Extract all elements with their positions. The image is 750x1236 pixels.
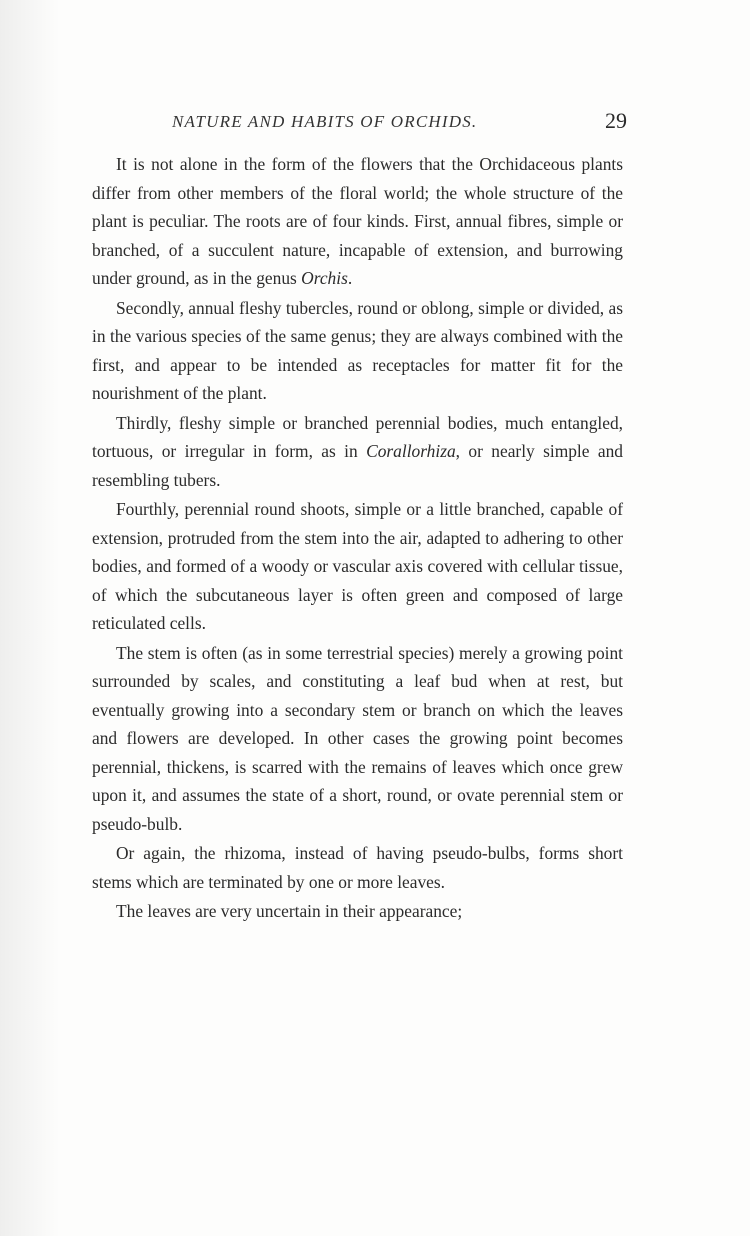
text-run: It is not alone in the form of the flowers that the Orchidaceous plants differ from other members of the floral world; the whole structure of the plant is peculiar. The roots are of four kinds. First, annual fibres, simple or branched, of a succulent nature, incapable of extension, and burrowing under ground, as in the genus [92, 154, 623, 288]
page-header [172, 108, 627, 138]
page-number: 29 [605, 108, 627, 133]
paragraph-secondly [92, 294, 623, 408]
paragraph-thirdly [92, 409, 623, 495]
paragraph-roots [92, 150, 623, 293]
italic-genus-orchis: Orchis [301, 268, 348, 288]
text-run: Thirdly, fleshy simple or branched perennial bodies, much entangled, tortuous, or irregular in form, as in [92, 412, 623, 461]
text-run: . [347, 268, 353, 288]
running-title: NATURE AND HABITS OF ORCHIDS. [172, 112, 478, 131]
text-run: The stem is often (as in some terrestrial species) merely a growing point surrounded by scales, and constituting a leaf bud when at rest, but eventually growing into a secondary stem or branch on which the leaves and flowers are developed. In other cases the growing point becomes perennial, thickens, is scarred with the remains of leaves which once grew upon it, and assumes the state of a short, round, or ovate perennial stem or pseudo-bulb. [92, 642, 623, 834]
text-run: Or again, the rhizoma, instead of having pseudo-bulbs, forms short stems which are terminated by one or more leaves. [92, 843, 623, 892]
italic-genus-corallorhiza: Corallorhiza [366, 441, 456, 461]
paragraph-stem [92, 639, 623, 839]
text-run: The leaves are very uncertain in their appearance; [116, 901, 463, 921]
text-run: Fourthly, perennial round shoots, simple or a little branched, capable of extension, protruded from the stem into the air, adapted to adhering to other bodies, and formed of a woody or vascular axis covered with cellular tissue, of which the subcutaneous layer is often green and composed of large reticulated cells. [92, 499, 623, 633]
paragraph-rhizoma [92, 839, 623, 896]
body-text [92, 150, 623, 926]
text-run: , or nearly simple and resembling tubers. [92, 441, 623, 490]
text-run: Secondly, annual fleshy tubercles, round or oblong, simple or divided, as in the various species of the same genus; they are always combined with the first, and appear to be intended as receptacles for matter fit for the nourishment of the plant. [92, 297, 623, 403]
paragraph-fourthly [92, 495, 623, 638]
paragraph-leaves [92, 897, 623, 926]
